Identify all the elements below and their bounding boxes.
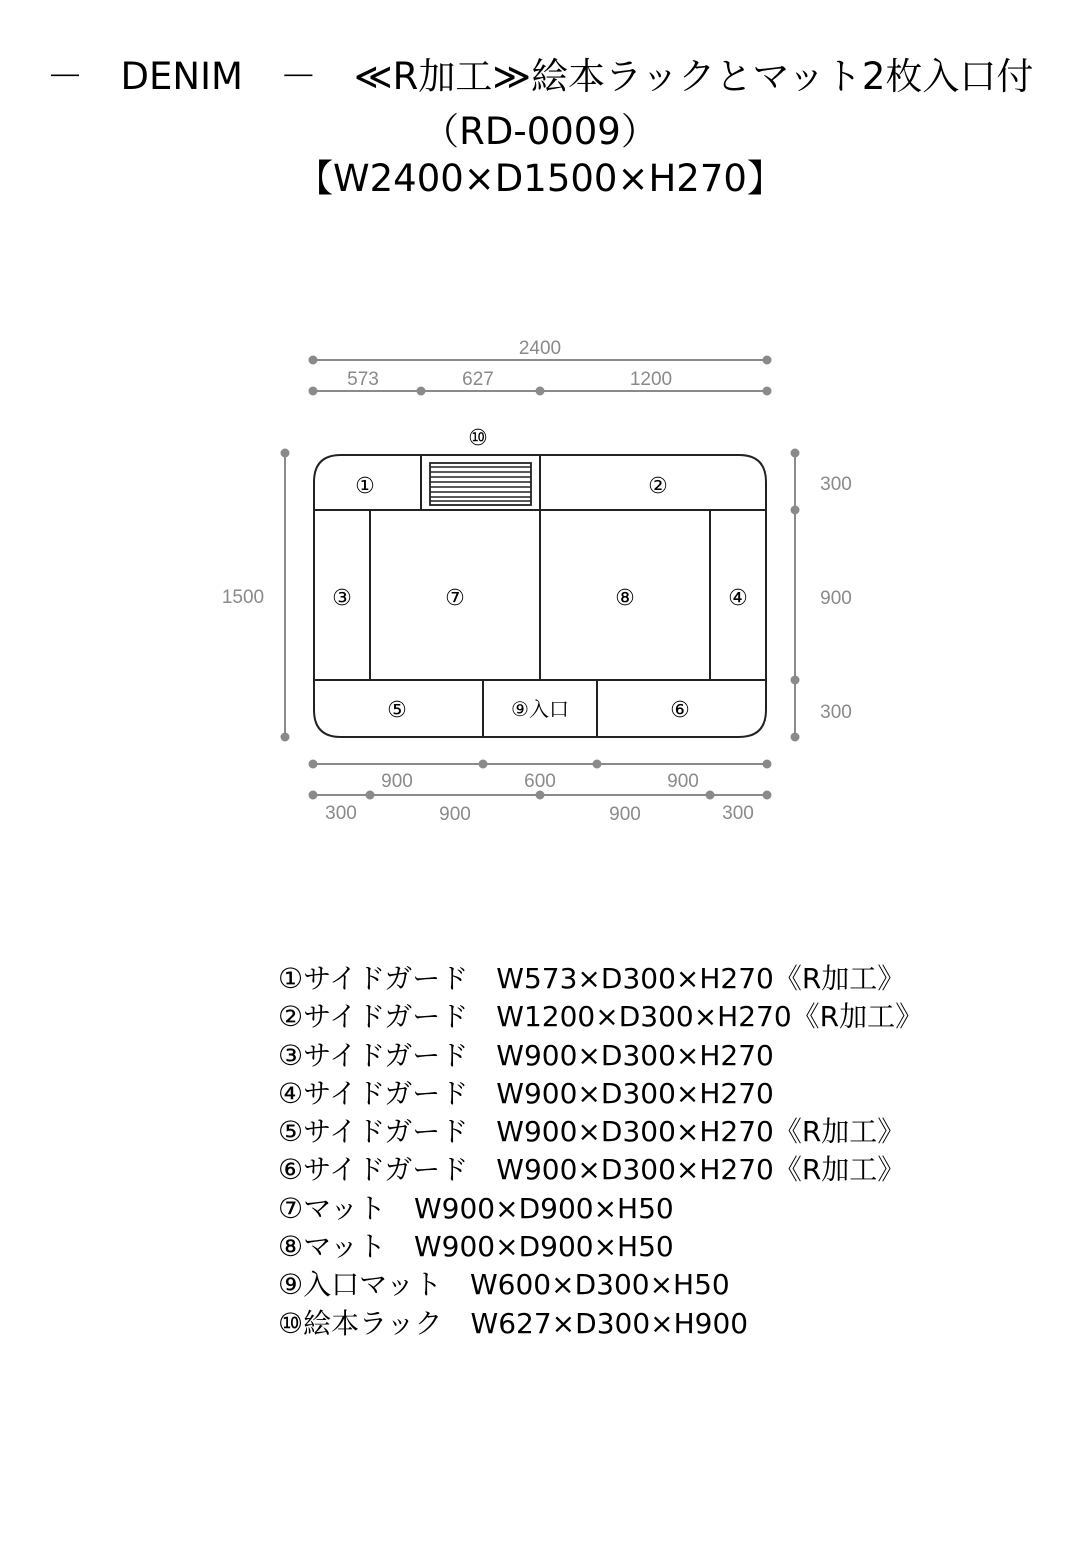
legend-item-1: ①サイドガード W573×D300×H270《R加工》 bbox=[278, 962, 906, 995]
dim-top-part-1: 573 bbox=[347, 369, 379, 390]
label-piece-1: ① bbox=[355, 474, 375, 499]
legend-item-8: ⑧マット W900×D900×H50 bbox=[278, 1230, 674, 1264]
legend-item-5: ⑤サイドガード W900×D300×H270《R加工》 bbox=[278, 1115, 906, 1149]
legend-item-3: ③サイドガード W900×D300×H270 bbox=[278, 1038, 774, 1072]
label-piece-5: ⑤ bbox=[387, 698, 407, 723]
dim-bottom-1-c: 900 bbox=[667, 771, 699, 792]
dim-bottom-2-a: 300 bbox=[325, 803, 357, 824]
dim-top-part-2: 627 bbox=[462, 369, 494, 390]
label-piece-10: ⑩ bbox=[468, 426, 488, 451]
dim-right-1: 300 bbox=[820, 474, 852, 495]
label-piece-8: ⑧ bbox=[615, 586, 635, 611]
label-piece-2: ② bbox=[648, 474, 668, 499]
label-piece-3: ③ bbox=[332, 586, 352, 611]
book-rack-inner bbox=[430, 463, 531, 505]
dim-right-3: 300 bbox=[820, 702, 852, 723]
title-line-2: （RD-0009） bbox=[422, 110, 658, 153]
label-piece-6: ⑥ bbox=[670, 698, 690, 723]
legend-item-10: ⑩絵本ラック W627×D300×H900 bbox=[278, 1306, 749, 1340]
legend-item-6: ⑥サイドガード W900×D300×H270《R加工》 bbox=[278, 1153, 906, 1187]
legend-item-7: ⑦マット W900×D900×H50 bbox=[278, 1191, 674, 1225]
dim-top-total: 2400 bbox=[518, 338, 562, 359]
parts-legend bbox=[278, 960, 923, 1343]
legend-item-4: ④サイドガード W900×D300×H270 bbox=[278, 1076, 774, 1110]
dim-bottom-2-c: 900 bbox=[609, 804, 641, 825]
title-line-1: － DENIM － ≪R加工≫絵本ラックとマット2枚入口付 bbox=[46, 55, 1034, 98]
label-piece-7: ⑦ bbox=[445, 586, 465, 611]
legend-item-2: ②サイドガード W1200×D300×H270《R加工》 bbox=[278, 1000, 924, 1034]
dim-bottom-2-d: 300 bbox=[722, 803, 754, 824]
book-rack-shelves bbox=[430, 467, 531, 501]
dim-left: 1500 bbox=[221, 587, 265, 608]
legend-item-9: ⑨入口マット W600×D300×H50 bbox=[278, 1268, 730, 1302]
dim-right-2: 900 bbox=[820, 588, 852, 609]
dim-bottom-1-a: 900 bbox=[381, 771, 413, 792]
dim-bottom-2-b: 900 bbox=[439, 804, 471, 825]
label-piece-9: ⑨入口 bbox=[511, 697, 569, 721]
label-piece-4: ④ bbox=[728, 586, 748, 611]
title-line-3: 【W2400×D1500×H270】 bbox=[296, 157, 784, 200]
dim-bottom-1-b: 600 bbox=[524, 771, 556, 792]
dim-top-part-3: 1200 bbox=[629, 369, 673, 390]
